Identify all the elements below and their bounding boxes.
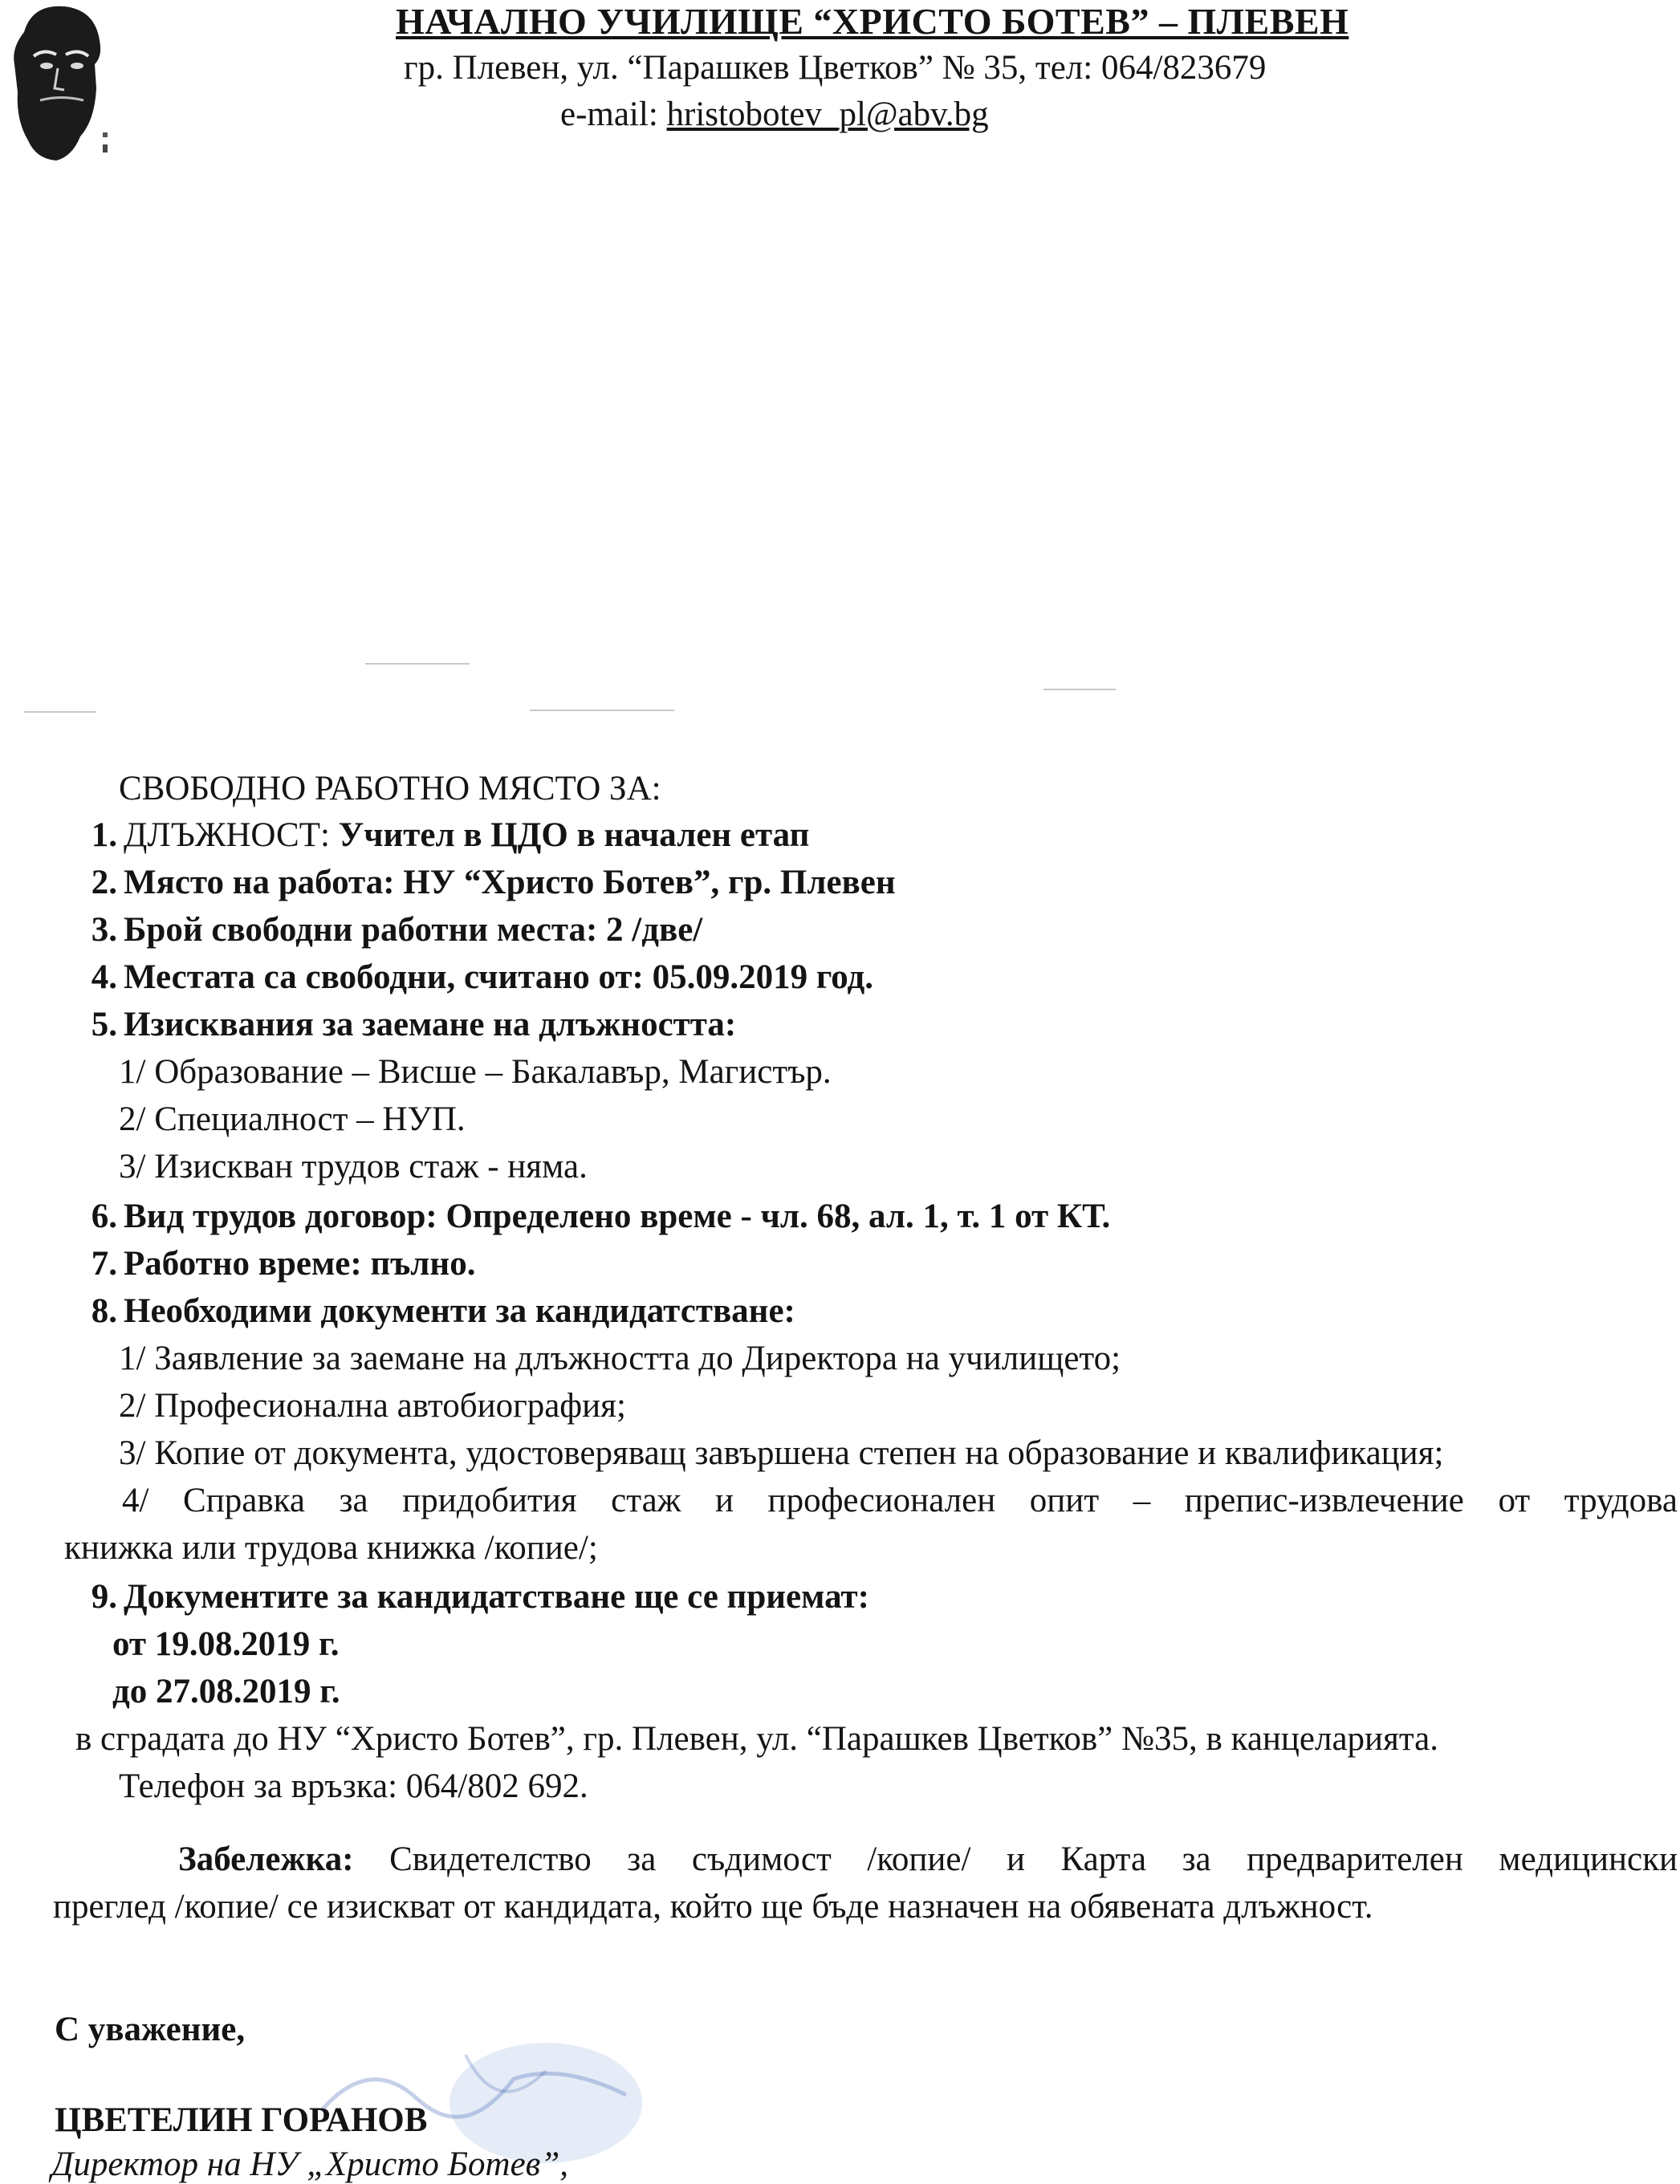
scan-artifact xyxy=(365,663,470,665)
position-value: Учител в ЦДО в начален етап xyxy=(329,816,810,854)
requirement-item: 2/ Специалност – НУП. xyxy=(119,1100,466,1138)
acceptance-from-date: от 19.08.2019 г. xyxy=(112,1625,340,1663)
submission-location: в сградата до НУ “Христо Ботев”, гр. Плевен, ул. “Парашкев Цветков” №35, в канцеларията. xyxy=(75,1720,1438,1758)
school-name: НАЧАЛНО УЧИЛИЩЕ “ХРИСТО БОТЕВ” – ПЛЕВЕН xyxy=(396,1,1349,42)
vacancy-item-8: 8. Необходими документи за кандидатстване: xyxy=(91,1292,795,1330)
signer-name: ЦВЕТЕЛИН ГОРАНОВ xyxy=(55,2101,428,2139)
note-label: Забележка: xyxy=(178,1840,354,1878)
portrait-emblem xyxy=(0,0,120,173)
document-item: 1/ Заявление за заемане на длъжността до Директора на училището; xyxy=(119,1340,1121,1377)
document-item: 3/ Копие от документа, удостоверяващ завършена степен на образование и квалификация; xyxy=(119,1434,1444,1472)
document-item: 4/ Справка за придобития стаж и професионален опит – препис-извлечение от трудова xyxy=(122,1482,1678,1519)
vacancy-item-6: 6. Вид трудов договор: Определено време - чл. 68, ал. 1, т. 1 от КТ. xyxy=(91,1198,1111,1235)
vacancy-item-1: 1. ДЛЪЖНОСТ: Учител в ЦДО в начален етап xyxy=(91,816,810,854)
position-label: ДЛЪЖНОСТ: xyxy=(124,816,330,854)
closing-regards: С уважение, xyxy=(55,2011,246,2048)
vacancy-heading: СВОБОДНО РАБОТНО МЯСТО ЗА: xyxy=(119,770,661,807)
school-email-line xyxy=(560,95,989,134)
vacancy-item-7: 7. Работно време: пълно. xyxy=(91,1245,476,1283)
note-line-2: преглед /копие/ се изискват от кандидата, който ще бъде назначен на обявената длъжност. xyxy=(53,1888,1373,1926)
requirement-item: 1/ Образование – Висше – Бакалавър, Магистър. xyxy=(119,1053,832,1091)
email-link[interactable]: hristobotev_pl@abv.bg xyxy=(666,96,989,133)
vacancy-item-2: 2. Място на работа: НУ “Христо Ботев”, гр. Плевен xyxy=(91,864,896,901)
email-label: e-mail: xyxy=(560,96,658,133)
vacancy-item-9: 9. Документите за кандидатстване ще се приемат: xyxy=(91,1578,869,1616)
scan-artifact xyxy=(1043,689,1116,690)
vacancy-item-4: 4. Местата са свободни, считано от: 05.09.2019 год. xyxy=(91,958,874,996)
school-address: гр. Плевен, ул. “Парашкев Цветков” № 35, тел: 064/823679 xyxy=(404,49,1267,87)
signer-role: Директор на НУ „Христо Ботев”, xyxy=(51,2145,569,2183)
scan-artifact xyxy=(24,711,96,713)
acceptance-to-date: до 27.08.2019 г. xyxy=(112,1673,340,1710)
contact-phone: Телефон за връзка: 064/802 692. xyxy=(119,1767,588,1805)
note-line-1: Забележка: Свидетелство за съдимост /копие/ и Карта за предварителен медицински xyxy=(178,1840,1678,1878)
scan-artifact xyxy=(530,710,674,711)
document-item: 2/ Професионална автобиография; xyxy=(119,1387,626,1425)
vacancy-item-5: 5. Изисквания за заемане на длъжността: xyxy=(91,1006,737,1043)
document-item-continued: книжка или трудова книжка /копие/; xyxy=(64,1529,598,1567)
vacancy-item-3: 3. Брой свободни работни места: 2 /две/ xyxy=(91,911,703,949)
requirement-item: 3/ Изискван трудов стаж - няма. xyxy=(119,1148,588,1186)
